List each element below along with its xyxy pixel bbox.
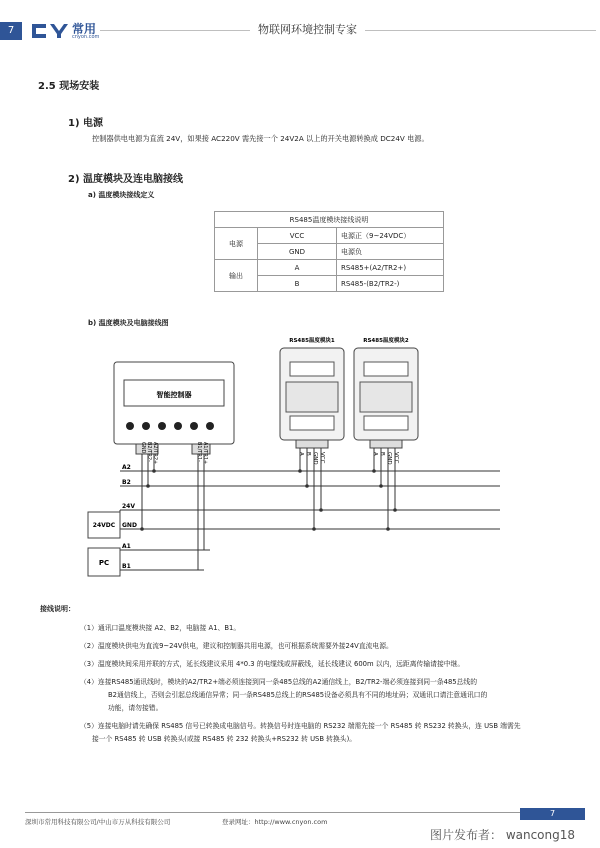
module-pin-labels <box>298 452 399 465</box>
pin-label: A1/TR1+ <box>202 442 208 465</box>
psu-label: 24VDC <box>92 522 116 529</box>
notes-title: 接线说明： <box>40 605 75 613</box>
sub-heading-b: b) 温度模块及电脑接线图 <box>88 319 169 327</box>
pin-label: A <box>298 452 304 456</box>
table-row <box>215 260 444 276</box>
bus-label: A1 <box>122 543 131 550</box>
note-item: 接一个 RS485 转 USB 转换头(或接 RS485 转 232 转换头+RS232 转 USB 转换头)。 <box>92 735 357 743</box>
bus-label: GND <box>122 522 137 529</box>
bus-labels <box>122 464 137 570</box>
pin-label: GND <box>140 442 146 454</box>
module-label: RS485温度模块2 <box>363 338 409 344</box>
button-icon <box>190 422 198 430</box>
note-item: （1）通讯口温度模块接 A2、B2，电脑接 A1、B1。 <box>80 624 241 632</box>
pin-label: GND <box>312 452 318 465</box>
button-icon <box>142 422 150 430</box>
button-icon <box>174 422 182 430</box>
pin-label: B1/TR1- <box>196 442 202 462</box>
pin-label: VCC <box>393 452 399 464</box>
pin-cell: GND <box>258 244 337 260</box>
pin-label: B <box>305 452 311 456</box>
header-title: 物联网环境控制专家 <box>250 21 365 37</box>
desc-cell: 电源负 <box>337 244 444 260</box>
button-icon <box>126 422 134 430</box>
desc-cell: RS485-(B2/TR2-) <box>337 276 444 292</box>
table-caption: RS485温度模块接线说明 <box>215 212 444 228</box>
logo-url: cnyon.com <box>72 34 100 40</box>
controller-label: 智能控制器 <box>156 391 192 399</box>
pin-label: GND <box>386 452 392 465</box>
bus-label: A2 <box>122 464 131 471</box>
footer-website: 登录网址：http://www.cnyon.com <box>222 818 328 826</box>
pin-label: B2/TR2- <box>146 442 152 462</box>
bus-label: B1 <box>122 563 131 570</box>
pin-label: VCC <box>319 452 325 464</box>
note-item: （3）温度模块间采用并联的方式，延长线建议采用 4*0.3 的电缆线或屏蔽线，延长线建议 600m 以内，远距离传输请接中继。 <box>80 660 465 668</box>
logo-text: 常用 <box>72 22 97 36</box>
temperature-module-2 <box>354 336 418 448</box>
watermark: 图片发布者： wancong18 <box>430 828 576 842</box>
button-icon <box>206 422 214 430</box>
pin-cell: B <box>258 276 337 292</box>
bus-label: B2 <box>122 479 131 486</box>
footer-company: 深圳市常用科技有限公司/中山市万从科技有限公司 <box>25 818 171 826</box>
note-item: （2）温度模块供电为直流9~24V供电，建议和控制器共用电源，也可根据系统需要外接24V直流电源。 <box>80 642 393 650</box>
notes-list <box>80 622 580 746</box>
temperature-module-1 <box>280 336 344 448</box>
footer-divider <box>25 812 585 813</box>
module-label: RS485温度模块1 <box>289 338 335 344</box>
pin-label: A <box>372 452 378 456</box>
section-title: 2.5 现场安装 <box>38 81 100 92</box>
table-row <box>215 228 444 244</box>
wiring-heading: 2) 温度模块及连电脑接线 <box>68 174 184 185</box>
group-label: 电源 <box>215 228 258 260</box>
junction-dots <box>140 469 397 531</box>
desc-cell: 电源正（9~24VDC） <box>337 228 444 244</box>
note-item: （5）连接电脑时请先确保 RS485 信号已转换成电脑信号。转换信号时连电脑的 RS232 端需先接一个 RS485 转 RS232 转换头，连 USB 端需先 <box>80 722 521 730</box>
footer-page-number: 7 <box>520 808 585 820</box>
bus-label: 24V <box>122 503 135 510</box>
note-item: （4）连接RS485通讯线时，模块的A2/TR2+端必须连接到同一条485总线的A2通信线上，B2/TR2-端必须连接到同一条485总线的 <box>80 678 478 686</box>
wiring-diagram <box>80 332 520 582</box>
desc-cell: RS485+(A2/TR2+) <box>337 260 444 276</box>
button-icon <box>158 422 166 430</box>
power-heading: 1) 电源 <box>68 118 104 129</box>
power-text: 控制器供电电源为直流 24V，如果接 AC220V 需先接一个 24V2A 以上的开关电源转换成 DC24V 电源。 <box>92 134 429 143</box>
pin-cell: VCC <box>258 228 337 244</box>
wiring-definition-table <box>214 211 444 292</box>
pin-cell: A <box>258 260 337 276</box>
note-item: B2通信线上，否则会引起总线通信异常；同一条RS485总线上的RS485设备必须具有不同的地址码；双通讯口请注意通讯口的 <box>108 691 488 699</box>
note-item: 功能，请勿接错。 <box>108 704 163 712</box>
pc-label: PC <box>98 559 110 567</box>
group-label: 输出 <box>215 260 258 292</box>
pin-label: B <box>379 452 385 456</box>
pin-label: A2/TR2+ <box>152 442 158 465</box>
bus-lines <box>120 448 500 570</box>
header-page-number: 7 <box>0 22 22 40</box>
sub-heading-a: a) 温度模块接线定义 <box>88 191 155 199</box>
